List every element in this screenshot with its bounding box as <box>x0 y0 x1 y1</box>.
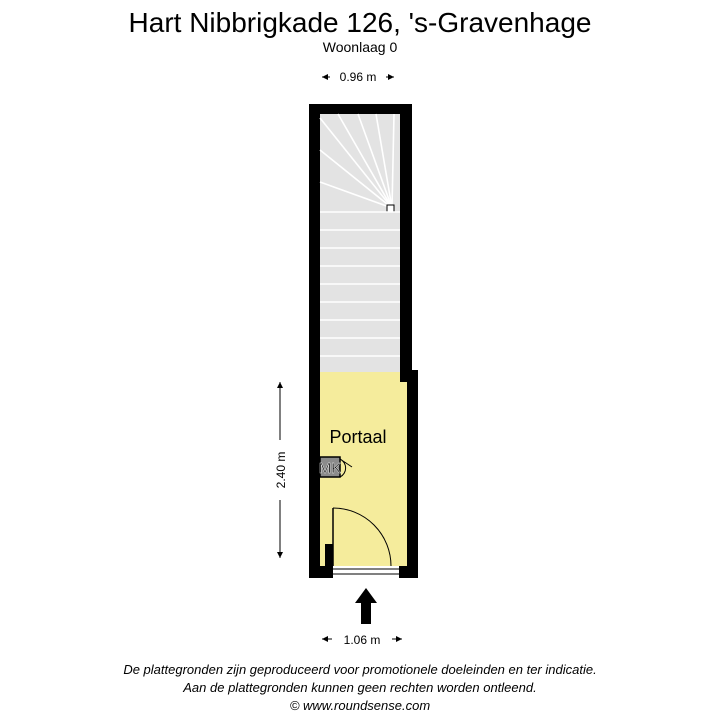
floor-level-subtitle: Woonlaag 0 <box>322 39 398 55</box>
copyright-line: © www.roundsense.com <box>289 698 431 713</box>
bottom-dimension-arrow-right <box>396 636 402 642</box>
stair-newel-post <box>387 205 394 212</box>
left-dimension-arrow-bottom <box>277 552 283 558</box>
top-dimension-arrow-right <box>388 74 394 80</box>
page-title: Hart Nibbrigkade 126, 's-Gravenhage <box>128 7 592 38</box>
disclaimer-line-1: De plattegronden zijn geproduceerd voor promotionele doeleinden en ter indicatie. <box>123 662 597 677</box>
left-dimension-label: 2.40 m <box>274 451 288 489</box>
top-dimension-arrow-left <box>322 74 328 80</box>
disclaimer-line-2: Aan de plattegronden kunnen geen rechten worden ontleend. <box>183 680 537 695</box>
bottom-dimension-arrow-left <box>322 636 328 642</box>
top-dimension-label: 0.96 m <box>339 70 377 84</box>
front-threshold <box>333 566 399 578</box>
left-dimension-arrow-top <box>277 382 283 388</box>
room-label-portaal: Portaal <box>329 427 387 447</box>
entrance-arrow-icon <box>355 588 377 624</box>
bottom-dimension-label: 1.06 m <box>343 633 381 647</box>
meter-cupboard-label: MK <box>318 460 342 477</box>
